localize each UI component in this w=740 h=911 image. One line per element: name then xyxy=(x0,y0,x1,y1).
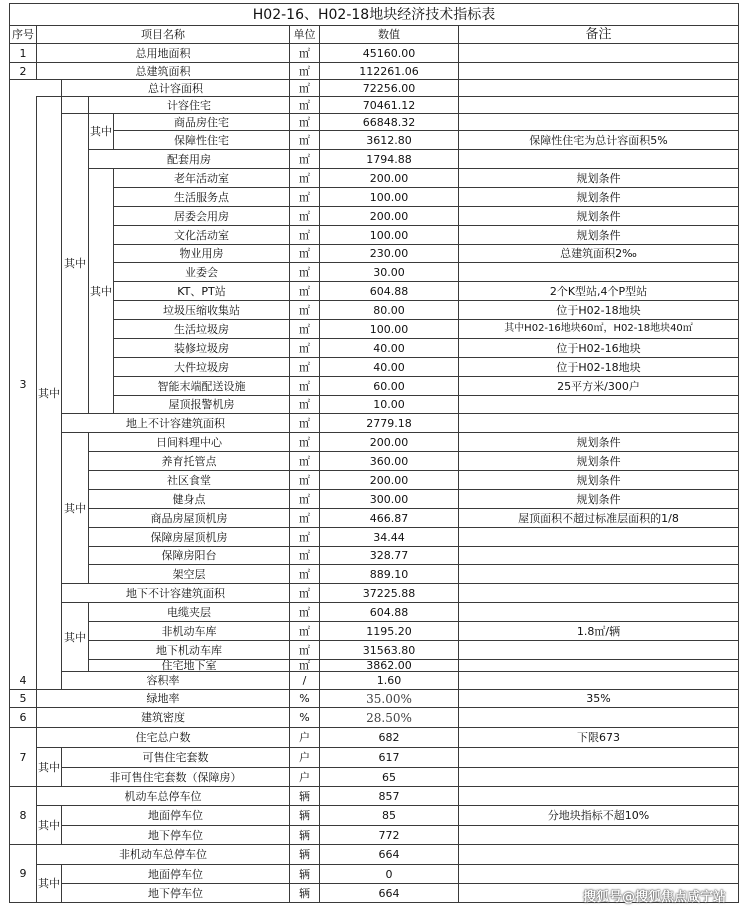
item-name: 地面停车位 xyxy=(148,867,203,881)
item-name: 住宅总户数 xyxy=(135,731,191,744)
item-name: 保障房阳台 xyxy=(161,549,217,562)
item-value: 200.00 xyxy=(369,435,409,449)
item-name: 装修垃圾房 xyxy=(174,341,229,355)
item-unit: 辆 xyxy=(299,848,310,861)
item-note: 下限673 xyxy=(577,731,620,744)
item-value: 300.00 xyxy=(369,492,409,506)
item-name: 住宅地下室 xyxy=(161,660,217,671)
item-name: 养育托管点 xyxy=(161,454,217,468)
item-note: 规划条件 xyxy=(576,209,621,223)
item-name: KT、PT站 xyxy=(177,284,226,298)
item-value: 604.88 xyxy=(369,605,409,619)
item-name: 架空层 xyxy=(172,567,206,581)
item-unit: ㎡ xyxy=(299,341,310,355)
item-name: 生活垃圾房 xyxy=(174,322,229,336)
item-name: 老年活动室 xyxy=(174,171,229,185)
item-name: 总用地面积 xyxy=(135,46,191,60)
qizhong-label: 其中 xyxy=(38,386,60,400)
item-value: 30.00 xyxy=(373,265,405,279)
item-value: 100.00 xyxy=(369,322,409,336)
item-note: 屋顶面积不超过标准层面积的1/8 xyxy=(518,511,679,525)
item-name: 生活服务点 xyxy=(174,190,229,204)
item-unit: ㎡ xyxy=(299,209,310,223)
item-value: 617 xyxy=(378,751,400,764)
item-note: 规划条件 xyxy=(576,171,621,185)
item-unit: ㎡ xyxy=(299,133,310,147)
qizhong-label: 其中 xyxy=(64,630,86,644)
header-unit: 单位 xyxy=(293,28,316,41)
item-unit: ㎡ xyxy=(299,567,310,581)
item-name: 地下停车位 xyxy=(148,828,203,842)
item-note: 规划条件 xyxy=(576,473,621,487)
qizhong-label: 其中 xyxy=(38,877,60,890)
item-value: 857 xyxy=(378,789,400,803)
item-name: 大件垃圾房 xyxy=(174,360,229,374)
item-name: 非机动车库 xyxy=(161,624,217,638)
item-note: 规划条件 xyxy=(576,492,621,506)
item-unit: ㎡ xyxy=(299,435,310,449)
item-name: 总建筑面积 xyxy=(135,64,191,78)
item-name: 电缆夹层 xyxy=(167,605,211,619)
item-note: 位于H02-18地块 xyxy=(556,360,641,374)
item-note: 1.8㎡/辆 xyxy=(576,624,621,638)
item-note: 总建筑面积2‰ xyxy=(560,247,637,260)
item-seq: 5 xyxy=(19,692,27,705)
item-unit: ㎡ xyxy=(299,549,310,562)
item-value: 200.00 xyxy=(369,473,409,487)
item-name: 地上不计容建筑面积 xyxy=(126,416,225,430)
item-value: 664 xyxy=(378,886,400,900)
item-seq: 4 xyxy=(19,674,27,687)
item-unit: ㎡ xyxy=(299,228,310,242)
item-value: 65 xyxy=(382,770,396,784)
item-unit: ㎡ xyxy=(299,98,310,112)
item-name: 商品房住宅 xyxy=(174,115,229,129)
item-name: 总计容面积 xyxy=(148,81,203,95)
qizhong-label: 其中 xyxy=(90,125,112,138)
item-value: 360.00 xyxy=(369,454,409,468)
qizhong-label: 其中 xyxy=(64,501,86,515)
item-note: 规划条件 xyxy=(576,190,621,204)
item-unit: ㎡ xyxy=(299,190,310,204)
item-name: 业委会 xyxy=(185,265,218,279)
group-seq: 3 xyxy=(19,378,27,391)
item-seq: 6 xyxy=(19,711,27,724)
item-unit: % xyxy=(299,692,310,705)
item-value: 100.00 xyxy=(369,228,409,242)
item-value: 40.00 xyxy=(373,341,405,355)
item-unit: ㎡ xyxy=(299,379,310,393)
item-unit: 辆 xyxy=(299,886,310,900)
item-unit: 辆 xyxy=(299,828,310,842)
item-value: 10.00 xyxy=(373,398,405,411)
item-note: 规划条件 xyxy=(576,435,621,449)
item-value: 60.00 xyxy=(373,379,405,393)
item-value: 85 xyxy=(382,809,396,822)
item-unit: ㎡ xyxy=(299,265,310,279)
item-name: 配套用房 xyxy=(167,152,211,166)
item-unit: ㎡ xyxy=(299,81,310,95)
item-value: 664 xyxy=(378,848,400,861)
item-unit: ㎡ xyxy=(299,530,310,544)
item-name: 绿地率 xyxy=(146,692,180,705)
item-value: 112261.06 xyxy=(359,64,419,78)
item-unit: ㎡ xyxy=(299,605,310,619)
item-note: 其中H02-16地块60㎡，H02-18地块40㎡ xyxy=(504,323,693,334)
item-unit: ㎡ xyxy=(299,492,310,506)
item-name: 地下机动车库 xyxy=(156,643,222,657)
item-value: 40.00 xyxy=(373,360,405,374)
item-value: 466.87 xyxy=(369,511,409,525)
item-name: 建筑密度 xyxy=(141,711,185,724)
item-value: 1.60 xyxy=(376,674,402,687)
item-name: 保障房屋顶机房 xyxy=(150,530,228,544)
item-unit: ㎡ xyxy=(299,64,310,78)
item-unit: ㎡ xyxy=(299,511,310,525)
item-unit: ㎡ xyxy=(299,360,310,374)
qizhong-label: 其中 xyxy=(38,760,60,774)
watermark: 搜狐号@搜狐焦点咸宁站 xyxy=(582,890,726,905)
item-note: 位于H02-16地块 xyxy=(556,341,641,355)
item-unit: 辆 xyxy=(299,867,310,881)
item-unit: 户 xyxy=(299,731,310,744)
item-note: 位于H02-18地块 xyxy=(556,303,641,317)
item-name: 屋顶报警机房 xyxy=(168,398,235,411)
item-unit: 辆 xyxy=(299,809,310,822)
item-seq: 1 xyxy=(19,46,27,60)
item-unit: ㎡ xyxy=(299,660,310,671)
item-unit: ㎡ xyxy=(299,586,310,600)
item-unit: ㎡ xyxy=(299,473,310,487)
item-name: 垃圾压缩收集站 xyxy=(163,303,240,317)
item-note: 规划条件 xyxy=(576,454,621,468)
item-seq: 2 xyxy=(19,64,27,78)
item-name: 居委会用房 xyxy=(174,209,229,223)
item-note: 分地块指标不超10% xyxy=(547,809,650,822)
item-name: 机动车总停车位 xyxy=(124,789,202,803)
item-name: 智能末端配送设施 xyxy=(157,379,246,393)
item-name: 容积率 xyxy=(146,674,180,687)
item-value: 3612.80 xyxy=(366,133,412,147)
item-name: 地下停车位 xyxy=(148,886,203,900)
item-value: 1195.20 xyxy=(366,624,412,638)
item-name: 可售住宅套数 xyxy=(142,751,209,764)
qizhong-label: 其中 xyxy=(64,257,86,270)
item-unit: ㎡ xyxy=(299,398,310,411)
item-name: 非机动车总停车位 xyxy=(119,848,207,861)
item-value: 3862.00 xyxy=(366,660,412,671)
item-value: 772 xyxy=(378,828,400,842)
group-seq: 9 xyxy=(19,867,27,880)
header-name: 项目名称 xyxy=(141,28,185,41)
item-value: 200.00 xyxy=(369,209,409,223)
item-unit: ㎡ xyxy=(299,247,310,260)
item-unit: ㎡ xyxy=(299,454,310,468)
item-unit: ㎡ xyxy=(299,46,310,60)
item-value: 31563.80 xyxy=(362,643,416,657)
item-value: 328.77 xyxy=(369,549,409,562)
item-unit: ㎡ xyxy=(299,152,310,166)
group-seq: 7 xyxy=(19,750,27,764)
item-value: 72256.00 xyxy=(362,81,416,95)
item-value: 28.50% xyxy=(366,710,412,725)
item-value: 66848.32 xyxy=(362,115,416,129)
item-value: 2779.18 xyxy=(366,416,412,430)
group-seq: 8 xyxy=(19,809,27,822)
item-unit: ㎡ xyxy=(299,322,310,336)
item-unit: ㎡ xyxy=(299,416,310,430)
item-unit: ㎡ xyxy=(299,643,310,657)
item-name: 健身点 xyxy=(172,492,206,506)
item-unit: ㎡ xyxy=(299,303,310,317)
item-name: 商品房屋顶机房 xyxy=(150,511,228,525)
item-value: 0 xyxy=(385,867,393,881)
item-value: 35.00% xyxy=(366,691,412,706)
item-note: 保障性住宅为总计容面积5% xyxy=(529,133,668,147)
item-value: 1794.88 xyxy=(366,152,412,166)
header-note: 备注 xyxy=(585,27,612,42)
item-value: 37225.88 xyxy=(362,586,416,600)
item-unit: ㎡ xyxy=(299,115,310,129)
item-unit: ㎡ xyxy=(299,624,310,638)
item-value: 604.88 xyxy=(369,284,409,298)
item-name: 地下不计容建筑面积 xyxy=(126,586,225,600)
item-value: 45160.00 xyxy=(362,46,416,60)
item-unit: % xyxy=(299,711,310,724)
item-unit: ㎡ xyxy=(299,171,310,185)
item-value: 34.44 xyxy=(373,530,405,544)
item-value: 889.10 xyxy=(369,567,409,581)
item-value: 80.00 xyxy=(373,303,405,317)
item-unit: ㎡ xyxy=(299,284,310,298)
item-value: 70461.12 xyxy=(362,98,416,112)
header-seq: 序号 xyxy=(12,28,34,41)
item-value: 200.00 xyxy=(369,171,409,185)
item-note: 35% xyxy=(586,692,611,705)
item-value: 230.00 xyxy=(369,247,409,260)
item-name: 文化活动室 xyxy=(174,228,229,242)
item-unit: / xyxy=(302,674,307,687)
item-unit: 户 xyxy=(299,770,310,784)
item-value: 100.00 xyxy=(369,190,409,204)
item-note: 2个K型站,4个P型站 xyxy=(549,284,648,298)
table-title: H02-16、H02-18地块经济技术指标表 xyxy=(252,6,496,23)
item-note: 规划条件 xyxy=(576,228,621,242)
item-unit: 辆 xyxy=(299,789,310,803)
header-value: 数值 xyxy=(378,28,400,41)
item-unit: 户 xyxy=(299,751,310,764)
item-name: 计容住宅 xyxy=(167,98,211,112)
item-name: 物业用房 xyxy=(179,247,224,260)
item-name: 地面停车位 xyxy=(148,809,203,822)
qizhong-label: 其中 xyxy=(90,284,112,298)
item-note: 25平方米/300户 xyxy=(557,379,640,393)
item-value: 682 xyxy=(378,731,400,744)
item-name: 社区食堂 xyxy=(167,473,211,487)
item-name: 日间料理中心 xyxy=(156,435,222,449)
item-name: 非可售住宅套数（保障房） xyxy=(109,770,242,784)
qizhong-label: 其中 xyxy=(38,818,60,832)
item-name: 保障性住宅 xyxy=(174,133,229,147)
